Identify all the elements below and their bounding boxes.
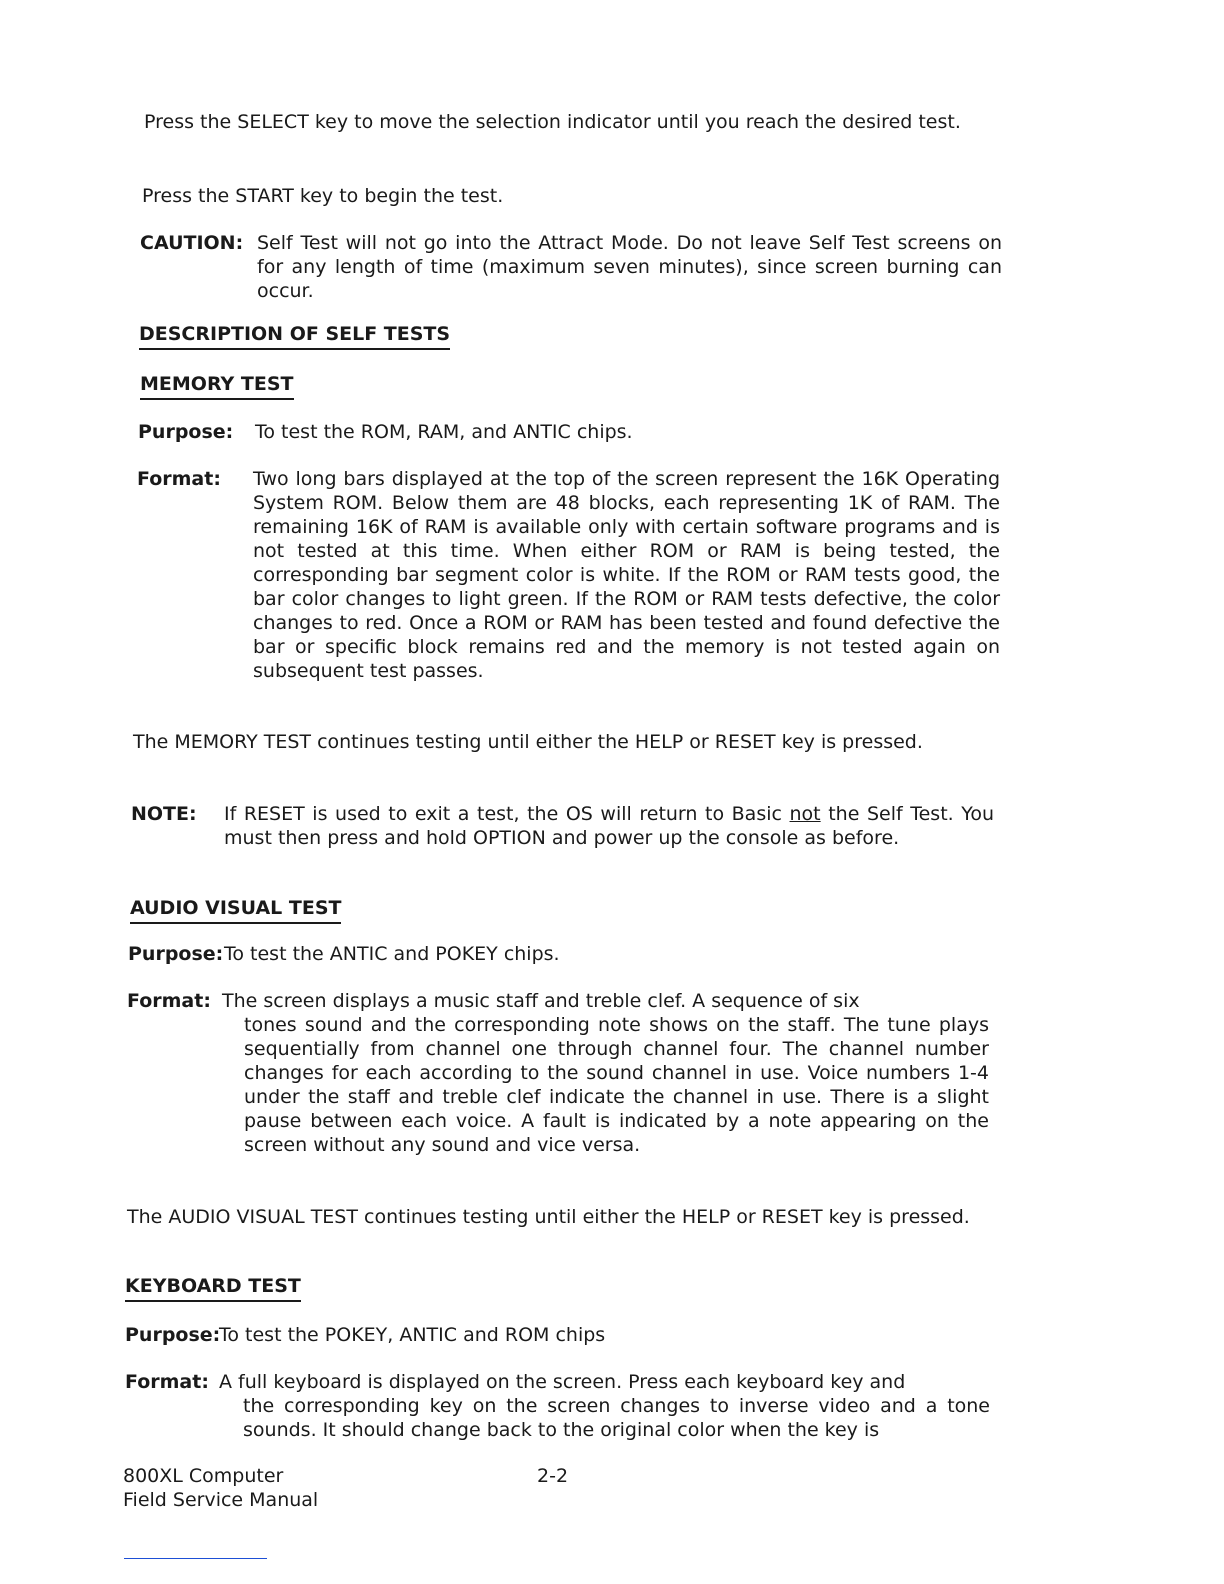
audio-continues-text: The AUDIO VISUAL TEST continues testing until either the HELP or RESET key is pressed.	[127, 1206, 970, 1228]
memory-purpose-label: Purpose:	[138, 421, 234, 443]
audio-visual-test-heading: AUDIO VISUAL TEST	[130, 896, 341, 924]
footer-page-number: 2-2	[537, 1465, 569, 1487]
note-text-after: the Self Test. You must then press and hold OPTION and power up the console as before.	[224, 803, 994, 849]
audio-format-first-line: The screen displays a music staff and treble clef. A sequence of six	[222, 990, 860, 1012]
keyboard-format-label: Format:	[125, 1371, 209, 1393]
memory-format-label: Format:	[137, 468, 221, 490]
note-text	[224, 802, 994, 850]
keyboard-format-first-line: A full keyboard is displayed on the screen. Press each keyboard key and	[219, 1371, 906, 1393]
section-heading: DESCRIPTION OF SELF TESTS	[139, 322, 450, 350]
footer-manual: Field Service Manual	[123, 1489, 319, 1511]
footer-model: 800XL Computer	[123, 1465, 284, 1487]
audio-purpose-text: To test the ANTIC and POKEY chips.	[224, 943, 560, 965]
memory-continues-text: The MEMORY TEST continues testing until either the HELP or RESET key is pressed.	[133, 731, 923, 753]
keyboard-test-heading: KEYBOARD TEST	[125, 1274, 301, 1302]
memory-test-heading: MEMORY TEST	[140, 372, 294, 400]
caution-text: Self Test will not go into the Attract Mode. Do not leave Self Test screens on for any length of time (maximum seven minutes), since screen burning can occur.	[257, 232, 1002, 302]
keyboard-purpose-text: To test the POKEY, ANTIC and ROM chips	[219, 1324, 606, 1346]
memory-purpose-text: To test the ROM, RAM, and ANTIC chips.	[255, 421, 633, 443]
audio-format-label: Format:	[127, 990, 211, 1012]
footer-rule	[124, 1558, 267, 1559]
select-instruction: Press the SELECT key to move the selection indicator until you reach the desired test.	[144, 111, 961, 133]
memory-format-text: Two long bars displayed at the top of the screen represent the 16K Operating System ROM. Below them are 48 blocks, each representing 1K of RAM. The remaining 16K of RAM is available only with certain software programs and is not tested at this time. When either ROM or RAM is being tested, the corresponding bar segment color is white. If the ROM or RAM tests good, the bar color changes to light green. If the ROM or RAM tests defective, the color changes to red. Once a ROM or RAM has been tested and found defective the bar or specific block remains red and the memory is not tested again on subsequent test passes.	[253, 468, 1000, 682]
note-label: NOTE:	[131, 803, 197, 825]
note-text-underlined: not	[789, 803, 821, 825]
audio-format-text: tones sound and the corresponding note shows on the staff. The tune plays sequentially from channel one through channel four. The channel number changes for each according to the sound channel in use. Voice numbers 1-4 under the staff and treble clef indicate the channel in use. There is a slight pause between each voice. A fault is indicated by a note appearing on the screen without any sound and vice versa.	[244, 1014, 989, 1156]
start-instruction: Press the START key to begin the test.	[142, 185, 504, 207]
keyboard-purpose-label: Purpose:	[125, 1324, 221, 1346]
audio-purpose-label: Purpose:	[128, 943, 224, 965]
note-text-before: If RESET is used to exit a test, the OS will return to Basic	[224, 803, 790, 825]
keyboard-format-text: the corresponding key on the screen changes to inverse video and a tone sounds. It should change back to the original color when the key is	[243, 1395, 990, 1441]
caution-label: CAUTION:	[140, 232, 244, 254]
